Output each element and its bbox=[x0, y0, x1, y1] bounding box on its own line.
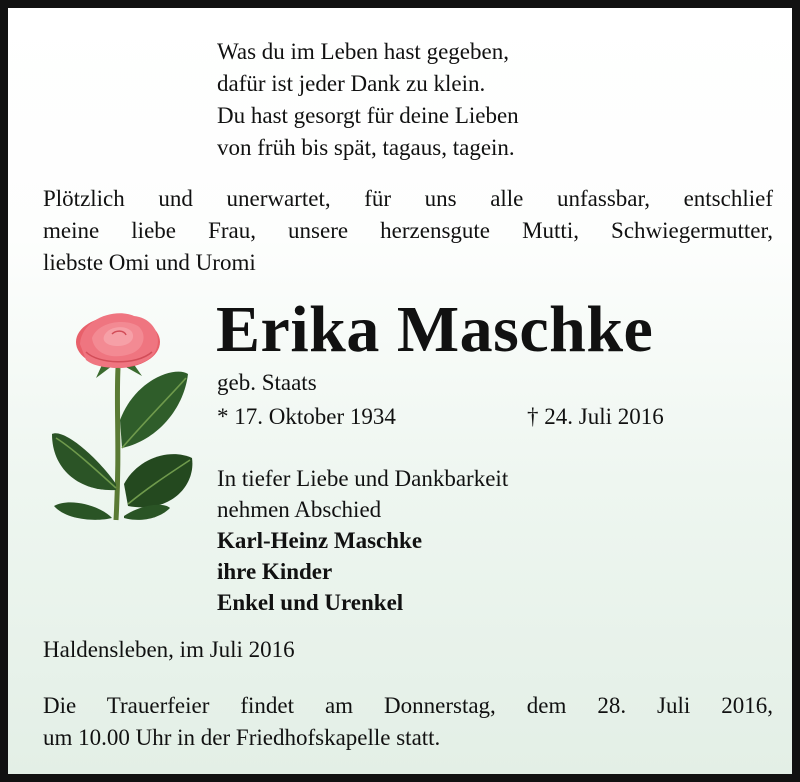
deceased-name: Erika Maschke bbox=[216, 293, 654, 366]
rose-icon bbox=[46, 308, 206, 523]
poem-line: Du hast gesorgt für deine Lieben bbox=[217, 103, 519, 128]
funeral-line: Die Trauerfeier findet am Donnerstag, dem 28. Juli 2016, bbox=[43, 693, 773, 718]
poem-line: dafür ist jeder Dank zu klein. bbox=[217, 71, 486, 96]
mourners-block bbox=[217, 463, 508, 618]
birth-date: * 17. Oktober 1934 bbox=[217, 404, 396, 429]
maiden-name: geb. Staats bbox=[217, 370, 317, 395]
announcement-line: meine liebe Frau, unsere herzensgute Mutti, Schwiegermutter, bbox=[43, 218, 773, 243]
funeral-notice bbox=[43, 690, 773, 754]
place-date: Haldensleben, im Juli 2016 bbox=[43, 637, 295, 662]
funeral-line: um 10.00 Uhr in der Friedhofskapelle statt. bbox=[43, 725, 441, 750]
announcement-line: liebste Omi und Uromi bbox=[43, 250, 256, 275]
mourner-name: ihre Kinder bbox=[217, 559, 333, 584]
mourners-intro-line: In tiefer Liebe und Dankbarkeit bbox=[217, 466, 509, 491]
memorial-poem bbox=[217, 36, 519, 164]
poem-line: von früh bis spät, tagaus, tagein. bbox=[217, 135, 515, 160]
death-date: † 24. Juli 2016 bbox=[527, 404, 664, 429]
announcement-line: Plötzlich und unerwartet, für uns alle unfassbar, entschlief bbox=[43, 186, 773, 211]
mourners-intro-line: nehmen Abschied bbox=[217, 497, 382, 522]
mourner-name: Karl-Heinz Maschke bbox=[217, 528, 423, 553]
announcement-text bbox=[43, 183, 773, 279]
mourner-name: Enkel und Urenkel bbox=[217, 590, 404, 615]
poem-line: Was du im Leben hast gegeben, bbox=[217, 39, 509, 64]
